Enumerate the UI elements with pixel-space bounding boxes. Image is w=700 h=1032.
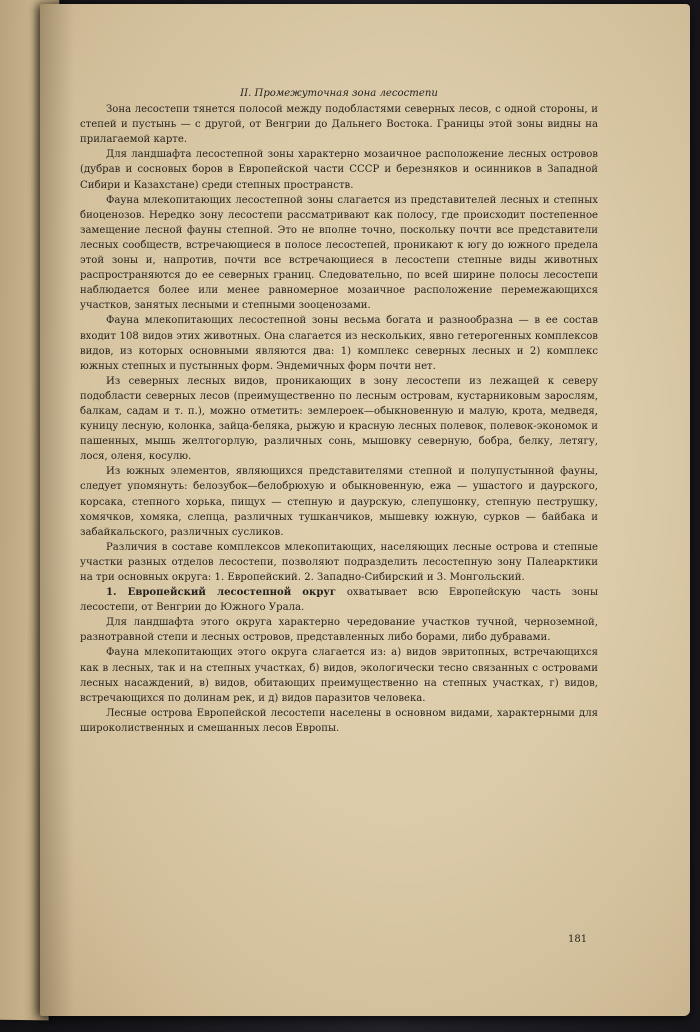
page-text — [80, 86, 598, 736]
okrug-paragraph — [80, 585, 598, 615]
page-gutter-shadow — [40, 4, 74, 1016]
paragraph: Фауна млекопитающих лесостепной зоны весьма богата и разнообразна — в ее состав входит 108 видов этих животных. Она слагается из нескольких, явно гетерогенных комплексов видов, из которых основными являются два: 1) комплекс северных лесных и 2) комплекс южных степных и пустынных форм. Эндемичных форм почти нет. — [80, 315, 598, 372]
paragraph: Фауна млекопитающих этого округа слагается из: а) видов эвритопных, встречающихся как в лесных, так и на степных участках, б) видов, экологически тесно связанных с островами лесных насаждений, в) видов, обитающих преимущественно на степных участках, г) видов, встречающихся по долинам рек, и д) видов паразитов человека. — [80, 647, 598, 704]
paragraph: Фауна млекопитающих лесостепной зоны слагается из представителей лесных и степных биоценозов. Нередко зону лесостепи рассматривают как полосу, где происходит постепенное замещение лесной фауны степной. Это не вполне точно, поскольку почти все представители лесных сообществ, встречающиеся в полосе лесостепей, проникают к югу до южного предела этой зоны и, напротив, почти все встречающиеся в лесостепи степные виды животных распространяются до ее северных границ. Следовательно, по всей ширине полосы лесостепи наблюдается более или менее равномерное мозаичное расположение перемежающихся участков, занятых лесными и степными зооценозами. — [80, 194, 598, 312]
page-number: 181 — [568, 934, 588, 945]
okrug-text: охватывает всю Европейскую часть зоны лесостепи, от Венгрии до Южного Урала. — [80, 587, 598, 614]
section-title: II. Промежуточная зона лесостепи — [240, 88, 438, 99]
paragraph: Для ландшафта этого округа характерно чередование участков тучной, черноземной, разнотравной степи и лесных островов, представленных либо борами, либо дубравами. — [80, 617, 598, 644]
paragraph: Из южных элементов, являющихся представителями степной и полупустынной фауны, следует упомянуть: белозубок—белобрюхую и обыкновенную, ежа — ушастого и даурского, корсака, степного хорька, пищух — степную и даурскую, слепушонку, степную пеструшку, хомячков, хомяка, слепца, различных тушканчиков, мышевку южную, сурков — байбака и забайкальского, различных сусликов. — [80, 466, 598, 538]
paragraph: Лесные острова Европейской лесостепи населены в основном видами, характерными для широколиственных и смешанных лесов Европы. — [80, 707, 598, 734]
paragraph: Из северных лесных видов, проникающих в зону лесостепи из лежащей к северу подобласти северных лесов (преимущественно по лесным островам, кустарниковым зарослям, балкам, садам и т. п.), можно отметить: землероек—обыкновенную и малую, крота, медведя, куницу лесную, колонка, зайца-беляка, рыжую и красную лесных полевок, полевок-экономок и пашенных, мышь желтогорлую, различных сонь, мышовку северную, бобра, белку, летягу, лося, оленя, косулю. — [80, 375, 598, 463]
paragraph: Различия в составе комплексов млекопитающих, населяющих лесные острова и степные участки разных отделов лесостепи, позволяют подразделить лесостепную зону Палеарктики на три основных округа: 1. Европейский. 2. Западно-Сибирский и 3. Монгольский. — [80, 541, 598, 583]
paragraph: Для ландшафта лесостепной зоны характерно мозаичное расположение лесных островов (дубрав и сосновых боров в Европейской части СССР и березняков и осинников в Западной Сибири и Казахстане) среди степных пространств. — [80, 149, 598, 191]
paragraph: Зона лесостепи тянется полосой между подобластями северных лесов, с одной стороны, и степей и пустынь — с другой, от Венгрии до Дальнего Востока. Границы этой зоны видны на прилагаемой карте. — [80, 104, 598, 146]
okrug-heading: 1. Европейский лесостепной округ — [106, 587, 337, 599]
